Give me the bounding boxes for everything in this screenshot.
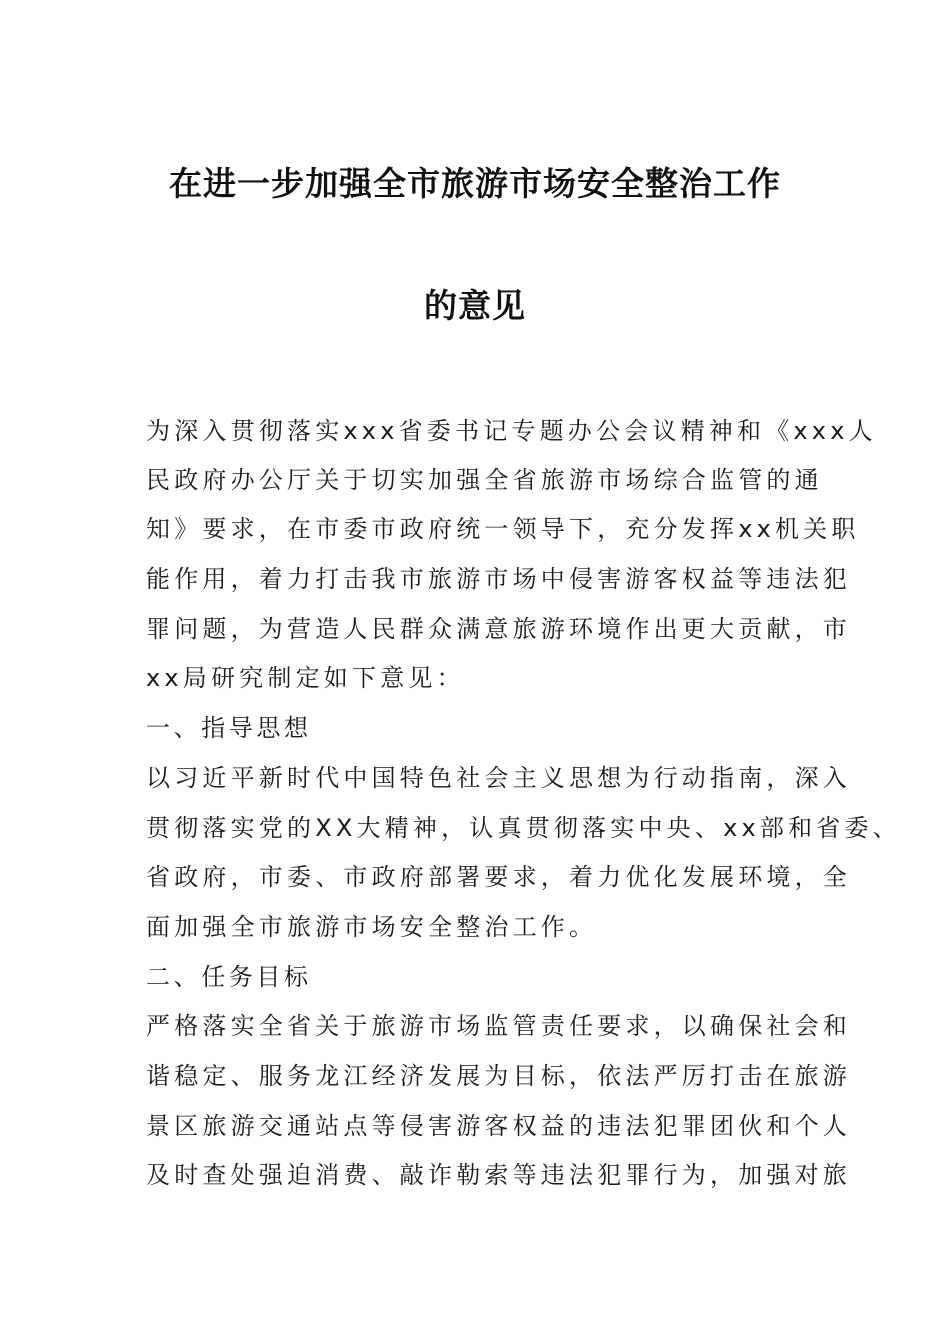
body-line: 为深入贯彻落实xxx省委书记专题办公会议精神和《xxx人 — [146, 417, 877, 445]
body-line: 景区旅游交通站点等侵害游客权益的违法犯罪团伙和个人 — [146, 1112, 851, 1140]
body-line: 面加强全市旅游市场安全整治工作。 — [146, 913, 598, 941]
body-line: xx局研究制定如下意见： — [146, 664, 465, 692]
body-line: 知》要求，在市委市政府统一领导下，充分发挥xx机关职 — [146, 515, 860, 543]
body-line: 严格落实全省关于旅游市场监管责任要求，以确保社会和 — [146, 1012, 851, 1040]
body-line: 及时查处强迫消费、敲诈勒索等违法犯罪行为，加强对旅 — [146, 1161, 851, 1189]
body-line: 民政府办公厅关于切实加强全省旅游市场综合监管的通 — [146, 466, 823, 494]
section-heading-guiding-thought: 一、指导思想 — [146, 714, 312, 742]
document-title-line-2: 的意见 — [424, 286, 526, 325]
body-line: 省政府，市委、市政府部署要求，着力优化发展环境，全 — [146, 863, 851, 891]
body-line: 能作用，着力打击我市旅游市场中侵害游客权益等违法犯 — [146, 565, 851, 593]
body-line: 谐稳定、服务龙江经济发展为目标，依法严厉打击在旅游 — [146, 1062, 851, 1090]
body-line: 罪问题，为营造人民群众满意旅游环境作出更大贡献，市 — [146, 615, 851, 643]
document-title-line-1: 在进一步加强全市旅游市场安全整治工作 — [169, 164, 781, 203]
section-heading-task-goals: 二、任务目标 — [146, 963, 312, 991]
body-line: 以习近平新时代中国特色社会主义思想为行动指南，深入 — [146, 764, 851, 792]
body-line: 贯彻落实党的XX大精神，认真贯彻落实中央、xx部和省委、 — [146, 814, 901, 842]
